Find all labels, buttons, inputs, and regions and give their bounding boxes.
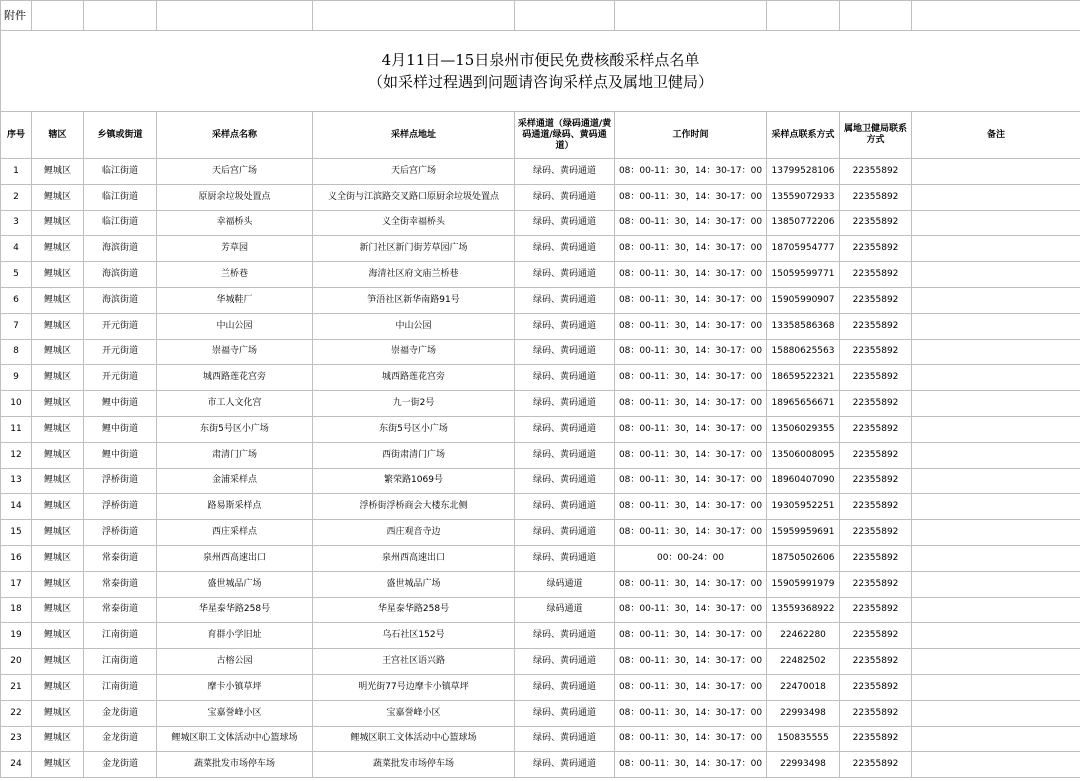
cell-district: 鲤城区 [32, 159, 84, 185]
table-row [1, 287, 1080, 313]
table-row [1, 262, 1080, 288]
cell-notes [912, 545, 1080, 571]
cell-hours: 08：00-11：30，14：30-17：00 [615, 159, 767, 185]
table-row [1, 391, 1080, 417]
cell-hours: 08：00-11：30，14：30-17：00 [615, 494, 767, 520]
table-row [1, 571, 1080, 597]
cell-hours: 08：00-11：30，14：30-17：00 [615, 262, 767, 288]
cell-hours: 08：00-11：30，14：30-17：00 [615, 700, 767, 726]
cell-channel: 绿码、黄码通道 [515, 468, 615, 494]
cell-district: 鲤城区 [32, 623, 84, 649]
cell-health-phone: 22355892 [840, 236, 912, 262]
cell-channel: 绿码、黄码通道 [515, 442, 615, 468]
cell-seq: 6 [1, 287, 32, 313]
cell-channel: 绿码、黄码通道 [515, 726, 615, 752]
cell-site-name: 泉州西高速出口 [157, 545, 313, 571]
attachment-label: 附件 [1, 1, 32, 31]
cell-health-phone: 22355892 [840, 442, 912, 468]
cell-health-phone: 22355892 [840, 159, 912, 185]
cell-site-name: 金浦采样点 [157, 468, 313, 494]
cell-site-name: 古榕公园 [157, 649, 313, 675]
cell-district: 鲤城区 [32, 236, 84, 262]
cell-site-name: 中山公园 [157, 313, 313, 339]
table-row [1, 674, 1080, 700]
cell-health-phone: 22355892 [840, 571, 912, 597]
cell-district: 鲤城区 [32, 571, 84, 597]
cell-seq: 13 [1, 468, 32, 494]
cell-address: 繁荣路1069号 [313, 468, 515, 494]
document-title [1, 31, 1080, 112]
table-row [1, 597, 1080, 623]
cell-address: 乌石社区152号 [313, 623, 515, 649]
cell-notes [912, 262, 1080, 288]
cell-notes [912, 649, 1080, 675]
cell-health-phone: 22355892 [840, 752, 912, 778]
cell-district: 鲤城区 [32, 520, 84, 546]
cell-address: 盛世城品广场 [313, 571, 515, 597]
cell-seq: 11 [1, 416, 32, 442]
cell-street: 临江街道 [84, 184, 157, 210]
cell-health-phone: 22355892 [840, 416, 912, 442]
cell-hours: 08：00-11：30，14：30-17：00 [615, 674, 767, 700]
cell-address: 明光街77号边摩卡小镇草坪 [313, 674, 515, 700]
table-row [1, 468, 1080, 494]
cell-notes [912, 752, 1080, 778]
cell-hours: 08：00-11：30，14：30-17：00 [615, 416, 767, 442]
cell-site-name: 育群小学旧址 [157, 623, 313, 649]
cell-district: 鲤城区 [32, 442, 84, 468]
cell-site-name: 幸福桥头 [157, 210, 313, 236]
cell-street: 江南街道 [84, 623, 157, 649]
cell-site-name: 宝嘉誉峰小区 [157, 700, 313, 726]
cell-site-name: 蔬菜批发市场停车场 [157, 752, 313, 778]
cell-site-name: 肃清门广场 [157, 442, 313, 468]
cell-seq: 8 [1, 339, 32, 365]
cell-street: 临江街道 [84, 210, 157, 236]
cell-street: 常泰街道 [84, 571, 157, 597]
cell-street: 鲤中街道 [84, 391, 157, 417]
cell-notes [912, 210, 1080, 236]
cell-notes [912, 623, 1080, 649]
cell-site-phone: 18965656671 [767, 391, 840, 417]
cell-notes [912, 597, 1080, 623]
table-row [1, 520, 1080, 546]
cell-district: 鲤城区 [32, 262, 84, 288]
table-row [1, 442, 1080, 468]
cell-street: 开元街道 [84, 339, 157, 365]
header-seq: 序号 [1, 112, 32, 159]
cell-health-phone: 22355892 [840, 391, 912, 417]
cell-site-phone: 13559072933 [767, 184, 840, 210]
cell-site-phone: 150835555 [767, 726, 840, 752]
cell-channel: 绿码通道 [515, 597, 615, 623]
cell-health-phone: 22355892 [840, 700, 912, 726]
cell-district: 鲤城区 [32, 726, 84, 752]
cell-site-name: 华星泰华路258号 [157, 597, 313, 623]
table-row [1, 623, 1080, 649]
cell-street: 金龙街道 [84, 752, 157, 778]
cell-street: 海滨街道 [84, 287, 157, 313]
cell-address: 九一街2号 [313, 391, 515, 417]
cell-site-phone: 18659522321 [767, 365, 840, 391]
cell-hours: 08：00-11：30，14：30-17：00 [615, 184, 767, 210]
cell-address: 义全街幸福桥头 [313, 210, 515, 236]
cell-seq: 21 [1, 674, 32, 700]
cell-channel: 绿码、黄码通道 [515, 313, 615, 339]
cell-district: 鲤城区 [32, 391, 84, 417]
table-row [1, 184, 1080, 210]
cell-address: 西庄观音寺边 [313, 520, 515, 546]
cell-notes [912, 184, 1080, 210]
cell-address: 海清社区府文庙兰桥巷 [313, 262, 515, 288]
cell-seq: 20 [1, 649, 32, 675]
cell-address: 鲤城区职工文体活动中心篮球场 [313, 726, 515, 752]
cell-street: 鲤中街道 [84, 442, 157, 468]
cell-street: 临江街道 [84, 159, 157, 185]
cell-district: 鲤城区 [32, 494, 84, 520]
cell-address: 笋浯社区新华南路91号 [313, 287, 515, 313]
cell-street: 海滨街道 [84, 236, 157, 262]
header-hours: 工作时间 [615, 112, 767, 159]
cell-seq: 3 [1, 210, 32, 236]
cell-district: 鲤城区 [32, 365, 84, 391]
cell-channel: 绿码、黄码通道 [515, 700, 615, 726]
cell-site-phone: 22993498 [767, 752, 840, 778]
cell-seq: 1 [1, 159, 32, 185]
cell-notes [912, 494, 1080, 520]
cell-channel: 绿码、黄码通道 [515, 520, 615, 546]
cell-channel: 绿码、黄码通道 [515, 184, 615, 210]
cell-site-phone: 13506008095 [767, 442, 840, 468]
cell-notes [912, 391, 1080, 417]
cell-street: 鲤中街道 [84, 416, 157, 442]
cell-site-name: 原厨余垃圾处置点 [157, 184, 313, 210]
cell-hours: 08：00-11：30，14：30-17：00 [615, 649, 767, 675]
table-row [1, 649, 1080, 675]
cell-hours: 08：00-11：30，14：30-17：00 [615, 726, 767, 752]
title-line-1: 4月11日—15日泉州市便民免费核酸采样点名单 [381, 51, 700, 69]
cell-health-phone: 22355892 [840, 674, 912, 700]
cell-street: 浮桥街道 [84, 494, 157, 520]
cell-health-phone: 22355892 [840, 623, 912, 649]
cell-address: 义全街与江滨路交叉路口原厨余垃圾处置点 [313, 184, 515, 210]
cell-channel: 绿码、黄码通道 [515, 494, 615, 520]
cell-hours: 00：00-24：00 [615, 545, 767, 571]
cell-site-phone: 18750502606 [767, 545, 840, 571]
cell-district: 鲤城区 [32, 752, 84, 778]
cell-site-name: 华城鞋厂 [157, 287, 313, 313]
cell-address: 王宫社区语兴路 [313, 649, 515, 675]
cell-seq: 16 [1, 545, 32, 571]
cell-notes [912, 442, 1080, 468]
cell-seq: 15 [1, 520, 32, 546]
cell-street: 金龙街道 [84, 700, 157, 726]
cell-address: 华星泰华路258号 [313, 597, 515, 623]
cell-site-name: 市工人文化宫 [157, 391, 313, 417]
cell-seq: 17 [1, 571, 32, 597]
cell-channel: 绿码、黄码通道 [515, 623, 615, 649]
cell-site-name: 城西路莲花宫旁 [157, 365, 313, 391]
cell-health-phone: 22355892 [840, 313, 912, 339]
cell-district: 鲤城区 [32, 468, 84, 494]
cell-site-phone: 15880625563 [767, 339, 840, 365]
cell-site-name: 盛世城品广场 [157, 571, 313, 597]
cell-address: 西街肃清门广场 [313, 442, 515, 468]
cell-address: 天后宫广场 [313, 159, 515, 185]
cell-health-phone: 22355892 [840, 468, 912, 494]
cell-seq: 5 [1, 262, 32, 288]
table-row [1, 236, 1080, 262]
cell-site-name: 摩卡小镇草坪 [157, 674, 313, 700]
cell-health-phone: 22355892 [840, 262, 912, 288]
header-notes: 备注 [912, 112, 1080, 159]
table-row [1, 494, 1080, 520]
cell-district: 鲤城区 [32, 184, 84, 210]
cell-seq: 19 [1, 623, 32, 649]
cell-site-phone: 15059599771 [767, 262, 840, 288]
cell-district: 鲤城区 [32, 339, 84, 365]
cell-address: 泉州西高速出口 [313, 545, 515, 571]
cell-address: 中山公园 [313, 313, 515, 339]
cell-hours: 08：00-11：30，14：30-17：00 [615, 520, 767, 546]
cell-street: 常泰街道 [84, 545, 157, 571]
cell-street: 浮桥街道 [84, 520, 157, 546]
cell-site-name: 路易斯采样点 [157, 494, 313, 520]
cell-seq: 24 [1, 752, 32, 778]
cell-street: 浮桥街道 [84, 468, 157, 494]
cell-site-name: 崇福寺广场 [157, 339, 313, 365]
cell-channel: 绿码、黄码通道 [515, 287, 615, 313]
cell-address: 崇福寺广场 [313, 339, 515, 365]
cell-channel: 绿码、黄码通道 [515, 210, 615, 236]
cell-health-phone: 22355892 [840, 649, 912, 675]
cell-district: 鲤城区 [32, 287, 84, 313]
cell-channel: 绿码通道 [515, 571, 615, 597]
cell-seq: 10 [1, 391, 32, 417]
cell-site-name: 芳草园 [157, 236, 313, 262]
cell-channel: 绿码、黄码通道 [515, 649, 615, 675]
cell-notes [912, 365, 1080, 391]
cell-site-phone: 15959959691 [767, 520, 840, 546]
cell-seq: 23 [1, 726, 32, 752]
cell-notes [912, 674, 1080, 700]
cell-channel: 绿码、黄码通道 [515, 752, 615, 778]
header-site-name: 采样点名称 [157, 112, 313, 159]
cell-hours: 08：00-11：30，14：30-17：00 [615, 339, 767, 365]
cell-district: 鲤城区 [32, 649, 84, 675]
cell-address: 东街5号区小广场 [313, 416, 515, 442]
cell-health-phone: 22355892 [840, 520, 912, 546]
cell-district: 鲤城区 [32, 597, 84, 623]
cell-hours: 08：00-11：30，14：30-17：00 [615, 468, 767, 494]
table-row [1, 313, 1080, 339]
cell-site-name: 兰桥巷 [157, 262, 313, 288]
header-district: 辖区 [32, 112, 84, 159]
cell-hours: 08：00-11：30，14：30-17：00 [615, 597, 767, 623]
table-row [1, 416, 1080, 442]
cell-seq: 22 [1, 700, 32, 726]
cell-address: 城西路莲花宫旁 [313, 365, 515, 391]
cell-hours: 08：00-11：30，14：30-17：00 [615, 571, 767, 597]
cell-seq: 18 [1, 597, 32, 623]
cell-health-phone: 22355892 [840, 494, 912, 520]
cell-district: 鲤城区 [32, 674, 84, 700]
cell-hours: 08：00-11：30，14：30-17：00 [615, 313, 767, 339]
cell-notes [912, 339, 1080, 365]
cell-site-phone: 22482502 [767, 649, 840, 675]
cell-channel: 绿码、黄码通道 [515, 236, 615, 262]
cell-notes [912, 520, 1080, 546]
cell-seq: 12 [1, 442, 32, 468]
cell-site-name: 东街5号区小广场 [157, 416, 313, 442]
cell-district: 鲤城区 [32, 210, 84, 236]
title-line-2: （如采样过程遇到问题请咨询采样点及属地卫健局） [367, 73, 713, 91]
header-health-phone: 属地卫健局联系方式 [840, 112, 912, 159]
table-row [1, 339, 1080, 365]
cell-district: 鲤城区 [32, 700, 84, 726]
cell-street: 开元街道 [84, 313, 157, 339]
cell-seq: 7 [1, 313, 32, 339]
header-address: 采样点地址 [313, 112, 515, 159]
table-row [1, 700, 1080, 726]
cell-site-phone: 13850772206 [767, 210, 840, 236]
cell-site-phone: 18960407090 [767, 468, 840, 494]
cell-notes [912, 468, 1080, 494]
cell-notes [912, 236, 1080, 262]
cell-channel: 绿码、黄码通道 [515, 159, 615, 185]
cell-notes [912, 571, 1080, 597]
cell-site-phone: 22470018 [767, 674, 840, 700]
cell-address: 蔬菜批发市场停车场 [313, 752, 515, 778]
cell-channel: 绿码、黄码通道 [515, 365, 615, 391]
cell-seq: 2 [1, 184, 32, 210]
cell-site-phone: 15905991979 [767, 571, 840, 597]
table-row [1, 210, 1080, 236]
cell-notes [912, 726, 1080, 752]
cell-hours: 08：00-11：30，14：30-17：00 [615, 287, 767, 313]
cell-channel: 绿码、黄码通道 [515, 339, 615, 365]
cell-seq: 9 [1, 365, 32, 391]
table-row [1, 726, 1080, 752]
cell-notes [912, 159, 1080, 185]
table-row [1, 545, 1080, 571]
cell-notes [912, 287, 1080, 313]
cell-site-phone: 15905990907 [767, 287, 840, 313]
cell-site-phone: 19305952251 [767, 494, 840, 520]
cell-health-phone: 22355892 [840, 339, 912, 365]
cell-site-phone: 22462280 [767, 623, 840, 649]
cell-address: 浮桥街浮桥商会大楼东北侧 [313, 494, 515, 520]
cell-health-phone: 22355892 [840, 184, 912, 210]
cell-address: 宝嘉誉峰小区 [313, 700, 515, 726]
cell-hours: 08：00-11：30，14：30-17：00 [615, 752, 767, 778]
cell-site-name: 鲤城区职工文体活动中心篮球场 [157, 726, 313, 752]
cell-hours: 08：00-11：30，14：30-17：00 [615, 442, 767, 468]
cell-site-phone: 13799528106 [767, 159, 840, 185]
cell-health-phone: 22355892 [840, 597, 912, 623]
table-row [1, 365, 1080, 391]
attachment-row [1, 1, 1080, 31]
cell-street: 常泰街道 [84, 597, 157, 623]
cell-district: 鲤城区 [32, 416, 84, 442]
cell-seq: 14 [1, 494, 32, 520]
header-street: 乡镇或街道 [84, 112, 157, 159]
cell-channel: 绿码、黄码通道 [515, 416, 615, 442]
cell-street: 开元街道 [84, 365, 157, 391]
table-row [1, 752, 1080, 778]
title-row [1, 31, 1080, 112]
header-site-phone: 采样点联系方式 [767, 112, 840, 159]
cell-health-phone: 22355892 [840, 365, 912, 391]
cell-street: 金龙街道 [84, 726, 157, 752]
cell-site-phone: 13358586368 [767, 313, 840, 339]
cell-channel: 绿码、黄码通道 [515, 674, 615, 700]
cell-hours: 08：00-11：30，14：30-17：00 [615, 623, 767, 649]
cell-seq: 4 [1, 236, 32, 262]
cell-notes [912, 313, 1080, 339]
cell-street: 江南街道 [84, 649, 157, 675]
cell-notes [912, 700, 1080, 726]
header-row [1, 112, 1080, 159]
cell-site-name: 天后宫广场 [157, 159, 313, 185]
cell-hours: 08：00-11：30，14：30-17：00 [615, 236, 767, 262]
cell-site-name: 西庄采样点 [157, 520, 313, 546]
cell-site-phone: 13559368922 [767, 597, 840, 623]
cell-health-phone: 22355892 [840, 545, 912, 571]
cell-district: 鲤城区 [32, 545, 84, 571]
cell-district: 鲤城区 [32, 313, 84, 339]
cell-site-phone: 22993498 [767, 700, 840, 726]
cell-channel: 绿码、黄码通道 [515, 391, 615, 417]
cell-health-phone: 22355892 [840, 210, 912, 236]
cell-notes [912, 416, 1080, 442]
cell-street: 江南街道 [84, 674, 157, 700]
cell-hours: 08：00-11：30，14：30-17：00 [615, 391, 767, 417]
cell-hours: 08：00-11：30，14：30-17：00 [615, 365, 767, 391]
cell-site-phone: 13506029355 [767, 416, 840, 442]
cell-channel: 绿码、黄码通道 [515, 262, 615, 288]
table-row [1, 159, 1080, 185]
cell-address: 新门社区新门街芳草园广场 [313, 236, 515, 262]
cell-site-phone: 18705954777 [767, 236, 840, 262]
cell-hours: 08：00-11：30，14：30-17：00 [615, 210, 767, 236]
cell-channel: 绿码、黄码通道 [515, 545, 615, 571]
cell-health-phone: 22355892 [840, 287, 912, 313]
header-channel: 采样通道（绿码通道/黄码通道/绿码、黄码通道） [515, 112, 615, 159]
cell-street: 海滨街道 [84, 262, 157, 288]
cell-health-phone: 22355892 [840, 726, 912, 752]
